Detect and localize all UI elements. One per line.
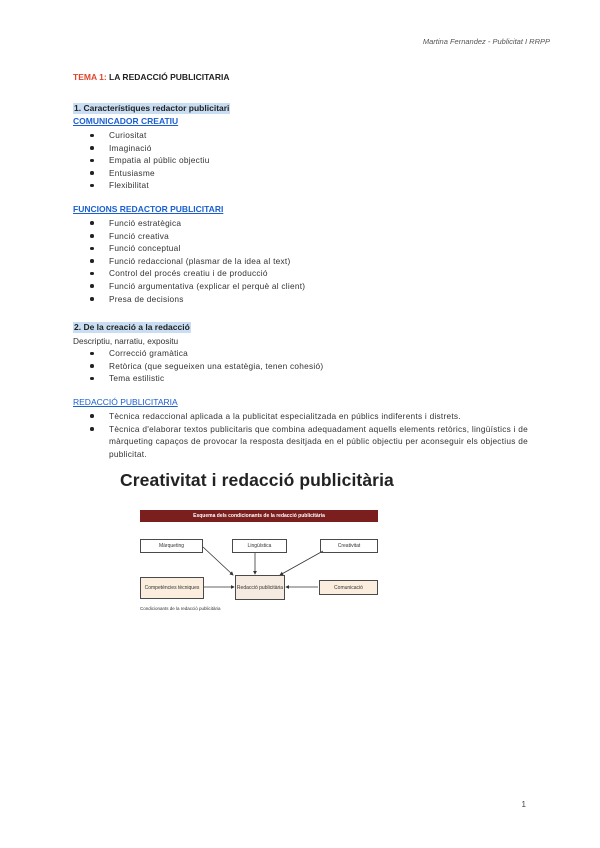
list-funcions [73, 217, 528, 305]
list-creacio [73, 347, 528, 385]
list-item: Tema estilistic [109, 372, 528, 385]
box-creativitat: Creativitat [320, 539, 378, 553]
page-number: 1 [521, 800, 526, 809]
box-competencies: Competències tècniques [140, 577, 204, 599]
section-1 [73, 98, 528, 305]
document-title [73, 72, 528, 82]
list-item: Control del procés creatiu i de producció [109, 267, 528, 280]
diagram [140, 510, 378, 610]
box-redaccio: Redacció publicitària [235, 575, 285, 600]
subheading-redaccio: REDACCIÓ PUBLICITARIA [73, 396, 178, 407]
page-header: Martina Fernandez - Publicitat I RRPP [422, 37, 550, 46]
section-2-heading: 2. De la creació a la redacció [74, 322, 190, 333]
list-item: Funció creativa [109, 230, 528, 243]
list-item: Funció conceptual [109, 242, 528, 255]
box-comunicacio: Comunicació [319, 580, 378, 595]
list-redaccio [73, 410, 528, 460]
list-item: Curiositat [109, 129, 528, 142]
document-body [73, 72, 528, 460]
list-item: Flexibilitat [109, 179, 528, 192]
list-item: Funció argumentativa (explicar el perquè al client) [109, 280, 528, 293]
diagram-banner: Esquema dels condicionants de la redacció publicitària [140, 510, 378, 522]
subheading-comunicador: COMUNICADOR CREATIU [73, 116, 179, 126]
list-comunicador [73, 129, 528, 192]
subheading-funcions: FUNCIONS REDACTOR PUBLICITARI [73, 203, 224, 214]
arrow-creativitat [280, 551, 323, 575]
title-text: LA REDACCIÓ PUBLICITARIA [106, 72, 230, 82]
list-item: Entusiasme [109, 167, 528, 180]
diagram-caption: Condicionants de la redacció publicitària [140, 606, 221, 611]
section-2-intro: Descriptiu, narratiu, expositu [73, 336, 179, 347]
list-item: Tècnica d'elaborar textos publicitaris que combina adequadament aquells elements retòrics, lingüístics i de màrqueting capaços de provocar la resposta desitjada en el públic objectiu per aconseguir els objectius de publicitat. [109, 423, 528, 459]
list-item: Correcció gramàtica [109, 347, 528, 360]
arrow-marqueting [203, 547, 233, 575]
list-item: Imaginació [109, 142, 528, 155]
list-item: Tècnica redaccional aplicada a la publicitat especialitzada en públics indiferents i distrets. [109, 410, 528, 423]
list-item: Retòrica (que segueixen una estatègia, tenen cohesió) [109, 360, 528, 373]
list-item: Funció estratègica [109, 217, 528, 230]
list-item: Presa de decisions [109, 293, 528, 306]
section-2 [73, 317, 528, 460]
box-marqueting: Màrqueting [140, 539, 203, 553]
list-item: Empatia al públic objectiu [109, 154, 528, 167]
title-prefix: TEMA 1: [73, 72, 107, 82]
figure-title: Creativitat i redacció publicitària [120, 470, 394, 490]
section-1-heading: 1. Característiques redactor publicitari [74, 103, 230, 113]
box-linguistica: Lingüística [232, 539, 287, 553]
list-item: Funció redaccional (plasmar de la idea al text) [109, 255, 528, 268]
